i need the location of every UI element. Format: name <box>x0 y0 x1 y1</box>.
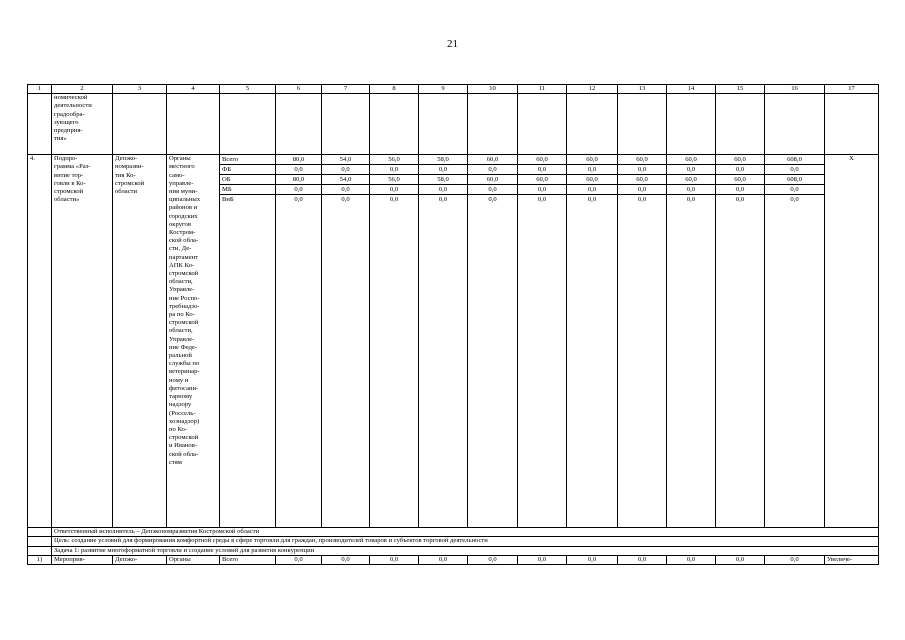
funding-source: ФБ <box>220 165 275 175</box>
value-cell: 0,0 <box>276 555 322 564</box>
text-line: номразви- <box>115 163 144 171</box>
text-line: Костром- <box>169 229 196 237</box>
text-line: Депэко- <box>115 155 138 163</box>
value-cell: 80,0 <box>276 175 321 185</box>
text-line: области, <box>169 327 193 335</box>
value-cell: 0,0 <box>322 185 369 195</box>
value-cell: 0,0 <box>370 555 419 564</box>
text-line: Управле- <box>169 335 195 343</box>
header-cell: 13 <box>618 85 667 94</box>
text-line: стям <box>169 458 182 466</box>
value-cell: 0,0 <box>567 165 617 175</box>
text-line: ние Феде- <box>169 343 198 351</box>
value-cell: 0,0 <box>276 185 321 195</box>
text-line: ской обла- <box>169 450 199 458</box>
row1-col5: Всего <box>220 555 276 564</box>
text-line: стромской <box>169 270 199 278</box>
value-cell: 0,0 <box>667 555 716 564</box>
text-line: номической <box>54 94 88 102</box>
value-cell: 0,0 <box>518 185 566 195</box>
task-row <box>28 546 879 555</box>
value-cell: 0,0 <box>735 196 745 204</box>
text-line: надзору <box>169 401 192 409</box>
text-line: ской обла- <box>169 237 199 245</box>
value-cell: 56,0 <box>370 155 418 165</box>
table-row-measure <box>28 555 879 564</box>
text-line: области <box>115 188 138 196</box>
value-cell: 0,0 <box>637 196 647 204</box>
header-cell: 14 <box>667 85 716 94</box>
value-cell: 0,0 <box>468 555 518 564</box>
funding-source: МБ <box>220 185 275 195</box>
text-line: говли в Ко- <box>54 179 86 187</box>
funding-source: Всего <box>220 155 275 165</box>
table-row-subprogram <box>28 155 879 528</box>
value-cell: 0,0 <box>370 165 418 175</box>
value-column <box>716 155 765 528</box>
value-cell: 56,0 <box>370 175 418 185</box>
header-cell: 7 <box>322 85 370 94</box>
text-line: сти, Де- <box>169 245 192 253</box>
text-line: деятельности <box>54 102 92 110</box>
text-line: ральной <box>169 352 192 360</box>
row1-col17: Увеличе- <box>825 555 879 564</box>
text-line: Управле- <box>169 286 195 294</box>
value-cell: 0,0 <box>618 165 666 175</box>
value-cell: 0,0 <box>765 185 824 195</box>
value-cell: 0,0 <box>294 196 303 204</box>
value-cell: 0,0 <box>667 165 715 175</box>
header-cell: 4 <box>167 85 220 94</box>
funding-source: ВнБ <box>222 196 234 204</box>
text-line: стромской <box>115 179 145 187</box>
header-cell: 2 <box>52 85 113 94</box>
value-cell: 60,0 <box>618 155 666 165</box>
header-cell: 5 <box>220 85 276 94</box>
value-cell: 60,0 <box>468 155 517 165</box>
text-line: ра по Ко- <box>169 311 195 319</box>
text-line: городских <box>169 212 198 220</box>
row4-participants <box>167 155 220 528</box>
header-cell: 12 <box>567 85 618 94</box>
value-cell: 608,0 <box>765 175 824 185</box>
header-cell: 15 <box>716 85 765 94</box>
header-cell: 1 <box>28 85 52 94</box>
value-cell: 608,0 <box>765 155 824 165</box>
row4-sources <box>220 155 276 528</box>
value-cell: 60,0 <box>667 175 715 185</box>
text-line: само- <box>169 171 185 179</box>
text-line: градообра- <box>54 110 85 118</box>
text-line: грамма «Раз- <box>54 163 91 171</box>
text-line: стромской <box>169 434 199 442</box>
row1-col4: Органы <box>167 555 220 564</box>
value-cell: 60,0 <box>618 175 666 185</box>
text-line: управле- <box>169 179 194 187</box>
goal-row <box>28 537 879 546</box>
row-cont-col2 <box>52 94 113 155</box>
value-cell: 0,0 <box>567 555 618 564</box>
text-line: Подпро- <box>54 155 78 163</box>
text-line: ному и <box>169 376 189 384</box>
value-cell: 0,0 <box>276 165 321 175</box>
value-cell: 60,0 <box>667 155 715 165</box>
value-cell: 60,0 <box>468 175 517 185</box>
value-cell: 0,0 <box>765 555 825 564</box>
value-cell: 0,0 <box>468 165 517 175</box>
text-line: округов <box>169 220 191 228</box>
value-column <box>567 155 618 528</box>
value-cell: 0,0 <box>716 185 764 195</box>
header-cell: 17 <box>825 85 879 94</box>
value-cell: 60,0 <box>567 155 617 165</box>
value-column <box>618 155 667 528</box>
value-cell: 54,0 <box>322 155 369 165</box>
text-line: по Ко- <box>169 425 188 433</box>
value-cell: 60,0 <box>567 175 617 185</box>
value-cell: 0,0 <box>618 185 666 195</box>
value-column <box>370 155 419 528</box>
text-line: фитосани- <box>169 384 199 392</box>
text-line: тия» <box>54 135 67 143</box>
value-column <box>322 155 370 528</box>
value-cell: 0,0 <box>716 165 764 175</box>
value-cell: 0,0 <box>686 196 696 204</box>
value-column <box>765 155 825 528</box>
text-line: области» <box>54 196 80 204</box>
value-cell: 0,0 <box>370 185 418 195</box>
text-line: хознадзор) <box>169 417 200 425</box>
row4-col17: Х <box>825 155 879 528</box>
value-cell: 0,0 <box>322 165 369 175</box>
value-cell: 0,0 <box>587 196 597 204</box>
header-cell: 9 <box>419 85 468 94</box>
row4-number: 4. <box>28 155 52 528</box>
value-cell: 0,0 <box>389 196 399 204</box>
value-cell: 0,0 <box>537 196 547 204</box>
value-cell: 0,0 <box>341 196 350 204</box>
value-cell: 0,0 <box>518 165 566 175</box>
value-cell: 58,0 <box>419 155 467 165</box>
header-cell: 3 <box>113 85 167 94</box>
text-line: тарному <box>169 393 193 401</box>
value-column <box>667 155 716 528</box>
text-line: местного <box>169 163 195 171</box>
text-line: (Россель- <box>169 409 196 417</box>
table-row-continued <box>28 94 879 155</box>
row1-col3: Депэко- <box>113 555 167 564</box>
text-line: требнадзо- <box>169 302 200 310</box>
value-cell: 0,0 <box>322 555 370 564</box>
value-cell: 0,0 <box>518 555 567 564</box>
text-line: АПК Ко- <box>169 261 195 269</box>
value-cell: 0,0 <box>419 185 467 195</box>
row4-subprogram-name <box>52 155 113 528</box>
task-text: Задача 1: развитие многоформатной торговли и создание условий для развития конкуренции <box>52 546 879 555</box>
text-line: стромской <box>54 188 84 196</box>
text-line: предприя- <box>54 127 83 135</box>
value-column <box>468 155 518 528</box>
value-cell: 60,0 <box>716 155 764 165</box>
text-line: ципальных <box>169 196 201 204</box>
value-cell: 54,0 <box>322 175 369 185</box>
value-column <box>276 155 322 528</box>
value-cell: 58,0 <box>419 175 467 185</box>
value-cell: 0,0 <box>468 185 517 195</box>
header-row <box>28 85 879 94</box>
text-line: ния муни- <box>169 188 198 196</box>
value-column <box>419 155 468 528</box>
value-cell: 0,0 <box>790 196 799 204</box>
text-line: ветеринар- <box>169 368 200 376</box>
value-cell: 0,0 <box>488 196 497 204</box>
funding-source: ОБ <box>220 175 275 185</box>
value-cell: 0,0 <box>618 555 667 564</box>
row1-number: 1) <box>28 555 52 564</box>
value-cell: 0,0 <box>419 165 467 175</box>
text-line: зующего <box>54 118 79 126</box>
header-cell: 10 <box>468 85 518 94</box>
value-cell: 80,0 <box>276 155 321 165</box>
header-cell: 11 <box>518 85 567 94</box>
text-line: партамент <box>169 253 199 261</box>
page-number: 21 <box>447 38 458 50</box>
text-line: витие тор- <box>54 171 84 179</box>
text-line: и Иванов- <box>169 442 198 450</box>
header-cell: 8 <box>370 85 419 94</box>
responsible-text: Ответственный исполнитель – Депэкономразвития Костромской области <box>52 528 879 537</box>
value-cell: 0,0 <box>438 196 448 204</box>
text-line: стромской <box>169 319 199 327</box>
text-line: области, <box>169 278 193 286</box>
header-cell: 16 <box>765 85 825 94</box>
value-cell: 60,0 <box>716 175 764 185</box>
header-cell: 6 <box>276 85 322 94</box>
value-cell: 60,0 <box>518 175 566 185</box>
row4-responsible <box>113 155 167 528</box>
value-cell: 0,0 <box>667 185 715 195</box>
budget-table <box>27 84 879 565</box>
row1-col2: Мероприя- <box>52 555 113 564</box>
value-cell: 0,0 <box>765 165 824 175</box>
text-line: районов и <box>169 204 198 212</box>
text-line: тия Ко- <box>115 171 136 179</box>
value-cell: 60,0 <box>518 155 566 165</box>
text-line: службы по <box>169 360 200 368</box>
value-cell: 0,0 <box>567 185 617 195</box>
value-cell: 0,0 <box>419 555 468 564</box>
responsible-row <box>28 528 879 537</box>
value-column <box>518 155 567 528</box>
text-line: ние Роспо- <box>169 294 200 302</box>
goal-text: Цель: создание условий для формирования комфортной среды в сфере торговли для граждан, производителей товаров и субъектов торговой деятельности <box>52 537 879 546</box>
value-cell: 0,0 <box>716 555 765 564</box>
text-line: Органы <box>169 155 191 163</box>
